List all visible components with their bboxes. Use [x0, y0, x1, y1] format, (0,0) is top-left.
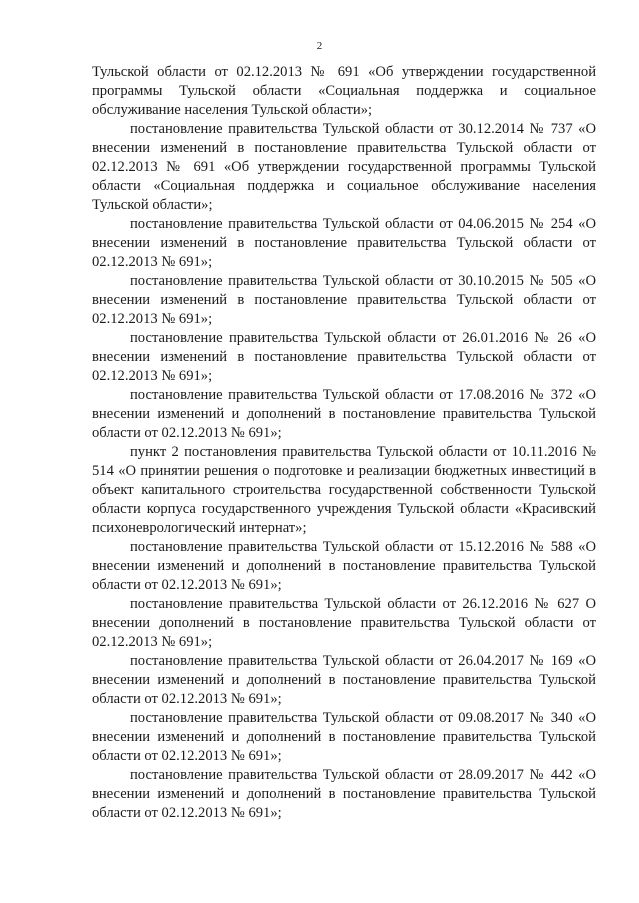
paragraph-decree-2017-340: постановление правительства Тульской области от 09.08.2017 № 340 «О внесении изменений и дополнений в постановление правительства Тульской области от 02.12.2013 № 691»; [92, 710, 596, 764]
document-body [92, 63, 596, 823]
paragraph-continuation: Тульской области от 02.12.2013 № 691 «Об утверждении государственной программы Тульской области «Социальная поддержка и социальное обслуживание населения Тульской области»; [92, 64, 596, 118]
paragraph-decree-2016-627: постановление правительства Тульской области от 26.12.2016 № 627 О внесении дополнений в постановление правительства Тульской области от 02.12.2013 № 691»; [92, 596, 596, 650]
paragraph-decree-2016-372: постановление правительства Тульской области от 17.08.2016 № 372 «О внесении изменений и дополнений в постановление правительства Тульской области от 02.12.2013 № 691»; [92, 387, 596, 441]
paragraph-decree-2016-26: постановление правительства Тульской области от 26.01.2016 № 26 «О внесении изменений в постановление правительства Тульской области от 02.12.2013 № 691»; [92, 330, 596, 384]
page-number: 2 [316, 40, 323, 52]
paragraph-decree-2017-169: постановление правительства Тульской области от 26.04.2017 № 169 «О внесении изменений и дополнений в постановление правительства Тульской области от 02.12.2013 № 691»; [92, 653, 596, 707]
paragraph-decree-2016-588: постановление правительства Тульской области от 15.12.2016 № 588 «О внесении изменений и дополнений в постановление правительства Тульской области от 02.12.2013 № 691»; [92, 539, 596, 593]
paragraph-decree-2014-737: постановление правительства Тульской области от 30.12.2014 № 737 «О внесении изменений в постановление правительства Тульской области от 02.12.2013 № 691 «Об утверждении государственной программы Тульской области «Социальная поддержка и социальное обслуживание населения Тульской области»; [92, 121, 596, 213]
paragraph-decree-2015-254: постановление правительства Тульской области от 04.06.2015 № 254 «О внесении изменений в постановление правительства Тульской области от 02.12.2013 № 691»; [92, 216, 596, 270]
paragraph-decree-2015-505: постановление правительства Тульской области от 30.10.2015 № 505 «О внесении изменений в постановление правительства Тульской области от 02.12.2013 № 691»; [92, 273, 596, 327]
paragraph-decree-2016-514: пункт 2 постановления правительства Тульской области от 10.11.2016 № 514 «О принятии решения о подготовке и реализации бюджетных инвестиций в объект капитального строительства государственной собственности Тульской области корпуса государственного учреждения Тульской области «Красивский психоневрологический интернат»; [92, 444, 596, 536]
paragraph-decree-2017-442: постановление правительства Тульской области от 28.09.2017 № 442 «О внесении изменений и дополнений в постановление правительства Тульской области от 02.12.2013 № 691»; [92, 767, 596, 821]
